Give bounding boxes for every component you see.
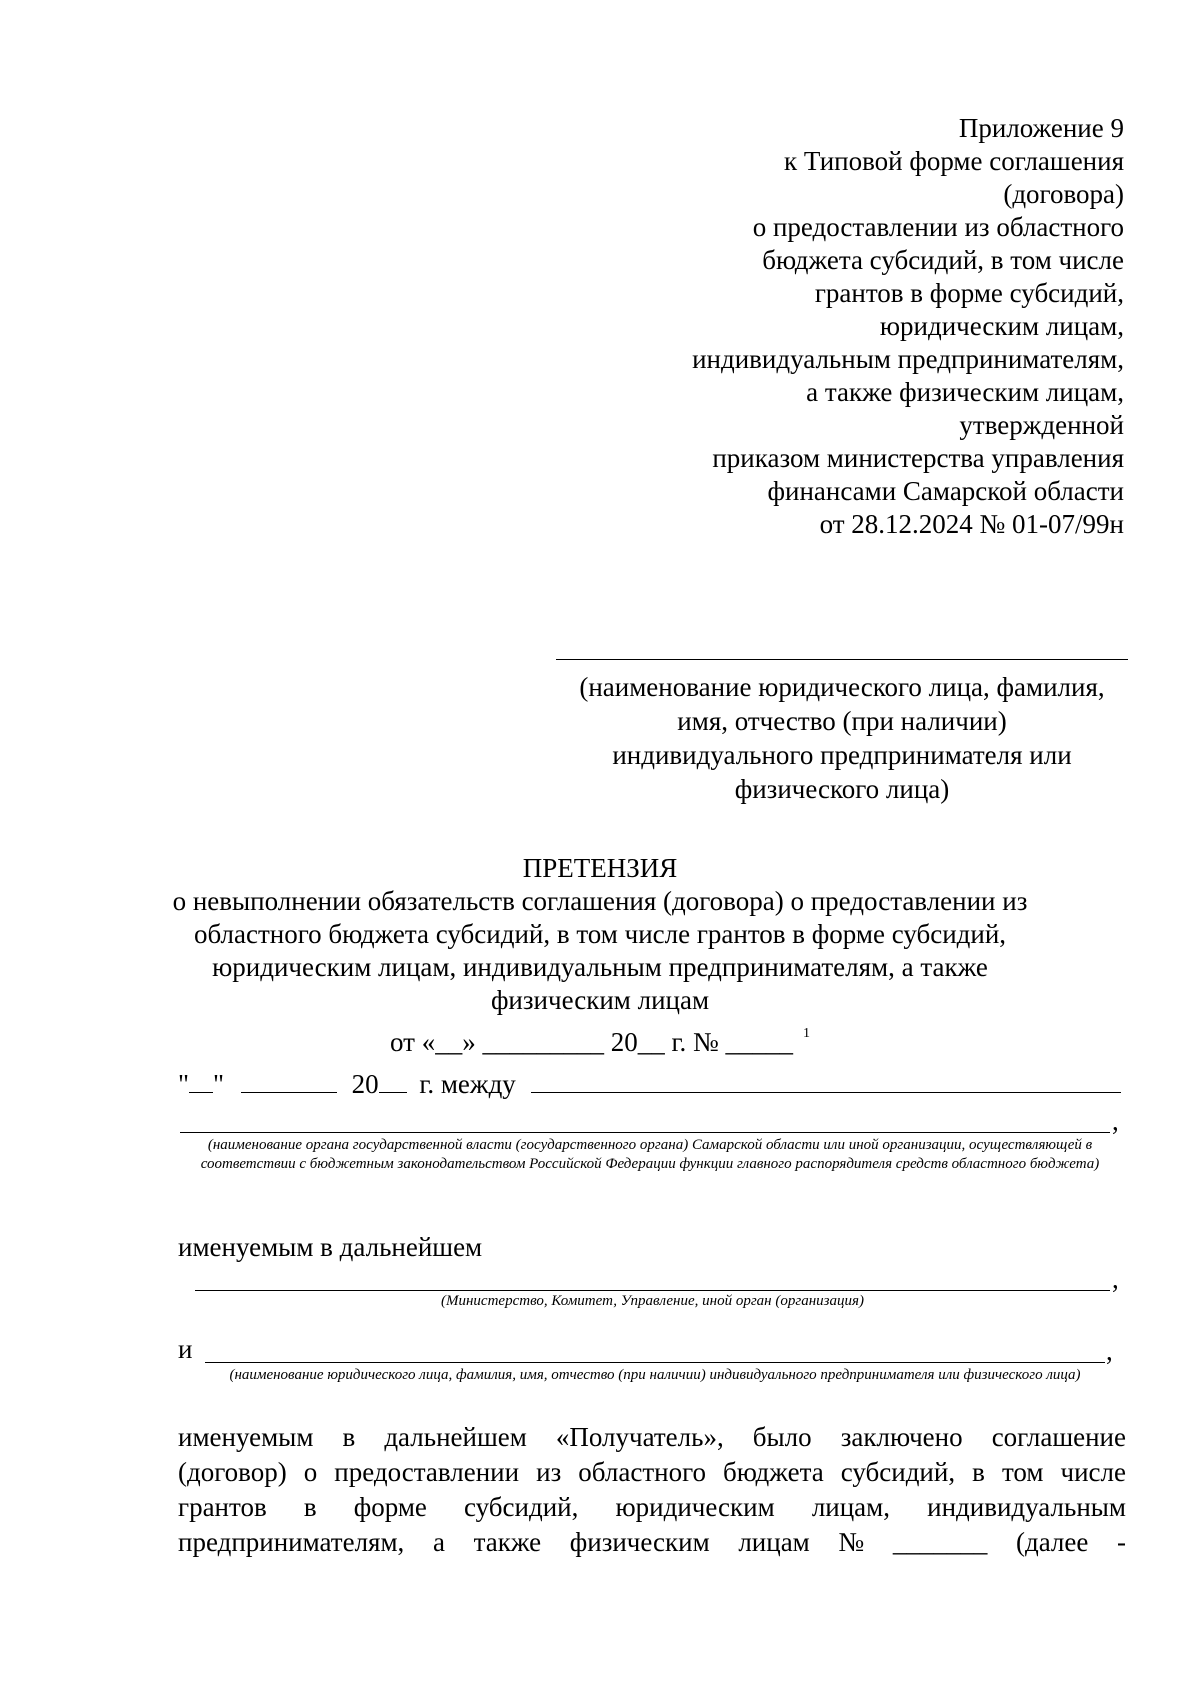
appendix-line: Приложение 9 <box>958 113 1124 143</box>
claim-title-line: о невыполнении обязательств соглашения (договора) о предоставлении из <box>172 886 1028 916</box>
appendix-line: (договора) <box>1003 179 1124 209</box>
comma: , <box>1112 1264 1119 1294</box>
claim-title-line: юридическим лицам, индивидуальным предпринимателям, а также <box>212 952 988 982</box>
appendix-line: юридическим лицам, <box>879 311 1124 341</box>
authority-blank <box>531 1066 1121 1093</box>
recipient-caption-line: физического лица) <box>734 774 950 804</box>
claim-title <box>150 852 1050 1059</box>
recipient-caption <box>540 670 1144 806</box>
recipient-name-line <box>556 659 1128 660</box>
appendix-line: индивидуальным предпринимателям, <box>692 344 1124 374</box>
appendix-line: к Типовой форме соглашения <box>784 146 1124 176</box>
ministry-caption: (Министерство, Комитет, Управление, иной орган (организация) <box>441 1293 864 1309</box>
paragraph-line: (договор) о предоставлении из областного бюджета субсидий, в том числе <box>178 1457 1126 1487</box>
appendix-line: приказом министерства управления <box>712 443 1124 473</box>
footnote-mark: 1 <box>802 1026 810 1041</box>
comma: , <box>1112 1106 1119 1136</box>
quote-close: " <box>213 1069 225 1099</box>
between-row <box>178 1066 1118 1101</box>
agreement-paragraph <box>178 1420 1126 1560</box>
ministry-name-line <box>195 1290 1110 1291</box>
between-suffix: г. между <box>419 1069 516 1099</box>
appendix-line: о предоставлении из областного <box>752 212 1124 242</box>
paragraph-line: именуемым в дальнейшем «Получатель», было заключено соглашение <box>178 1422 1126 1452</box>
and-label: и <box>178 1334 193 1364</box>
appendix-line: бюджета субсидий, в том числе <box>762 245 1124 275</box>
claim-date-text: от «__» _________ 20__ г. № _____ <box>390 1027 793 1057</box>
paragraph-line: грантов в форме субсидий, юридическим лицам, индивидуальным <box>178 1492 1126 1522</box>
month-blank <box>241 1066 337 1093</box>
appendix-line: а также физическим лицам, <box>806 377 1124 407</box>
year-prefix: 20 <box>351 1069 379 1099</box>
recipient-caption-line: имя, отчество (при наличии) <box>677 706 1007 736</box>
day-blank <box>189 1066 213 1093</box>
recipient-small-caption: (наименование юридического лица, фамилия, имя, отчество (при наличии) индивидуального предпринимателя или физического лица) <box>229 1367 1081 1383</box>
recipient-caption-line: (наименование юридического лица, фамилия, <box>579 672 1105 702</box>
appendix-line: финансами Самарской области <box>767 476 1124 506</box>
appendix-line: от 28.12.2024 № 01-07/99н <box>819 509 1124 539</box>
year-blank <box>379 1066 407 1093</box>
quote-open: " <box>178 1069 190 1099</box>
claim-heading: ПРЕТЕНЗИЯ <box>522 853 678 883</box>
authority-name-line <box>180 1132 1110 1133</box>
recipient-caption-line: индивидуального предпринимателя или <box>612 740 1072 770</box>
claim-title-line: областного бюджета субсидий, в том числе грантов в форме субсидий, <box>193 919 1007 949</box>
claim-date-line <box>150 1017 1050 1059</box>
paragraph-line: предпринимателям, а также физическим лицам № _______ (далее - <box>178 1527 1126 1557</box>
recipient-party-line <box>205 1362 1105 1363</box>
hereinafter-label: именуемым в дальнейшем <box>178 1232 483 1262</box>
claim-title-line: физическим лицам <box>490 985 710 1015</box>
authority-caption: (наименование органа государственной власти (государственного органа) Самарской области или иной организации, осуществляющей в соответствии с бюджетным законодательством Российской Федерации функции главного распорядителя средств областного бюджета) <box>200 1137 1100 1172</box>
appendix-line: грантов в форме субсидий, <box>814 278 1124 308</box>
appendix-header <box>564 112 1124 541</box>
appendix-line: утвержденной <box>959 410 1124 440</box>
comma: , <box>1106 1336 1113 1366</box>
